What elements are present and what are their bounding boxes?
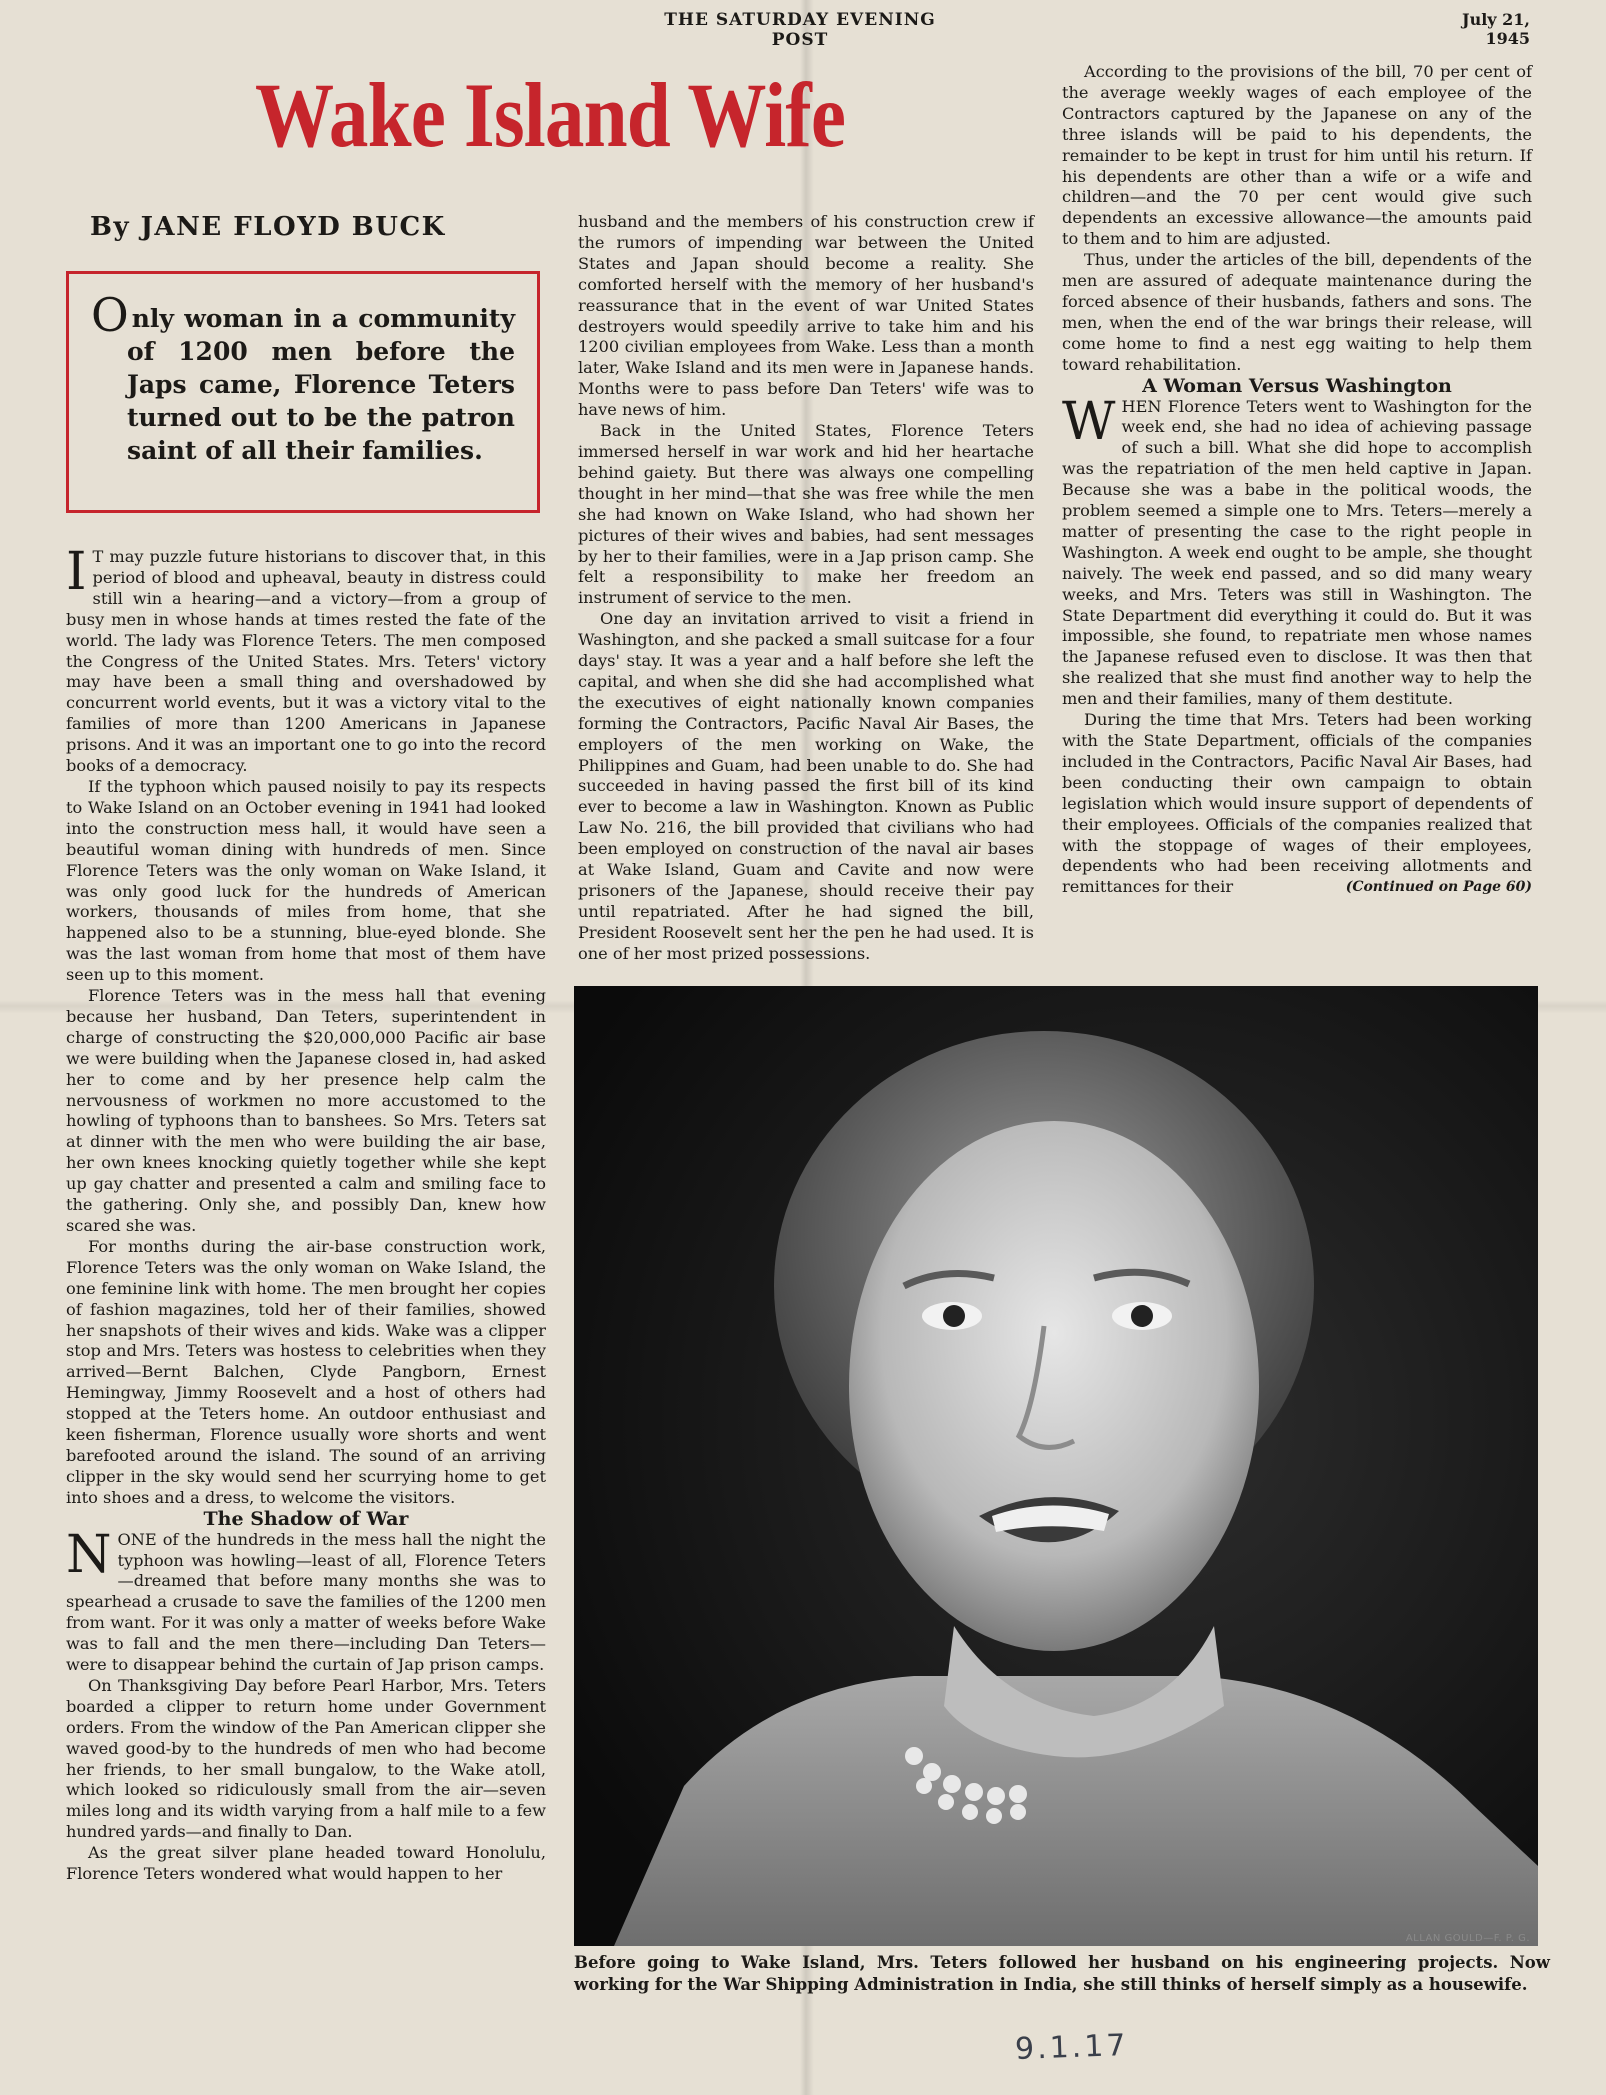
paragraph: Thus, under the articles of the bill, dependents of the men are assured of adequate maintenance during the forced absence of their husbands, fathers and sons. The men, when the end of the war brings their release, will come home to find a nest egg waiting to help them toward rehabilitation. <box>1062 250 1532 374</box>
paragraph: According to the provisions of the bill, 70 per cent of the average weekly wages of each employee of the Contractors captured by the Japanese on any of the three islands will be paid to his dependents, the remainder to be kept in trust for him until his return. If his dependents are other than a wife or a wife and children—and the 70 per cent would give such dependents an excessive allowance—the amounts paid to them and to him are adjusted. <box>1062 62 1532 249</box>
paragraph: If the typhoon which paused noisily to pay its respects to Wake Island on an October evening in 1941 had looked into the construction mess hall, it would have seen a beautiful woman dining with hundreds of men. Since Florence Teters was the only woman on Wake Island, it was only good luck for the hundreds of American workers, thousands of miles from home, that she happened also to be a stunning, blue-eyed blonde. She was the last woman from home that most of them have seen up to this moment. <box>66 776 546 985</box>
paragraph: One day an invitation arrived to visit a friend in Washington, and she packed a small suitcase for a four days' stay. It was a year and a half before she left the capital, and when she did she had accomplished what the executives of eight nationally known companies forming the Contractors, Pacific Naval Air Bases, the employers of the men working on Wake, the Philippines and Guam, had been unable to do. She had succeeded in having passed the first bill of its kind ever to become a law in Washington. Known as Public Law No. 216, the bill provided that civilians who had been employed on construction of the naval air bases at Wake Island, Guam and Cavite and now were prisoners of the Japanese, should receive their pay until repatriated. After he had signed the bill, President Roosevelt sent her the pen he had used. It is one of her most prized possessions. <box>578 609 1034 963</box>
deck-text: nly woman in a community of 1200 men before the Japs came, Florence Teters turned out to be the patron saint of all their families. <box>127 304 515 465</box>
paragraph-text: During the time that Mrs. Teters had been working with the State Department, officials of the companies included in the Contractors, Pacific Naval Air Bases, had been conducting their own campaign to obtain legislation which would insure support of dependents of their employees. Officials of the companies realized that with the stoppage of wages of their employees, dependents who had been receiving allotments and remittances for their <box>1062 710 1532 897</box>
column-3 <box>1062 62 1532 898</box>
paragraph: husband and the members of his construction crew if the rumors of impending war between the United States and Japan should become a reality. She comforted herself with the memory of her husband's reassurance that in the event of war United States destroyers would speedily arrive to take him and his 1200 civilian employees from Wake. Less than a month later, Wake Island and its men were in Japanese hands. Months were to pass before Dan Teters' wife was to have news of him. <box>578 212 1034 420</box>
portrait-image <box>574 986 1538 1946</box>
drop-cap: N <box>66 1524 112 1585</box>
continued-note: (Continued on Page 60) <box>1345 879 1532 896</box>
paragraph-text: ONE of the hundreds in the mess hall the night the typhoon was howling—least of all, Florence Teters—dreamed that before many months she was to spearhead a crusade to save the families of the 1200 men from want. For it was only a matter of weeks before Wake was to fall and the men there—including Dan Teters—were to disappear behind the curtain of Jap prison camps. <box>66 1529 546 1675</box>
column-2 <box>578 212 1034 965</box>
paragraph <box>1062 710 1532 898</box>
issue-date: July 21, 1945 <box>1462 10 1530 48</box>
paragraph: Back in the United States, Florence Teters immersed herself in war work and hid her heartache behind gaiety. But there was always one compelling thought in her mind—that she was free while the men she had known on Wake Island, who had shown her pictures of their wives and babies, had sent messages by her to their families, were in a Jap prison camp. She felt a responsibility to make her freedom an instrument of service to the men. <box>578 421 1034 608</box>
paragraph-text: HEN Florence Teters went to Washington for the week end, she had no idea of achieving passage of such a bill. What she did hope to accomplish was the repatriation of the men held captive in Japan. Because she was a babe in the political woods, the problem seemed a simple one to Mrs. Teters—merely a matter of presenting the case to the right people in Washington. A week end ought to be ample, she thought naively. The week end passed, and so did many weary weeks, and Mrs. Teters was still in Washington. The State Department did everything it could do. But it was impossible, she found, to repatriate men whose names the Japanese refused even to disclose. It was then that she realized that she must find another way to help the men and their families, many of them destitute. <box>1062 396 1532 709</box>
drop-cap: I <box>66 542 87 602</box>
byline: By JANE FLOYD BUCK <box>90 212 446 242</box>
handwritten-note: 9.1.17 <box>1014 2028 1129 2067</box>
paragraph-text: T may puzzle future historians to discover that, in this period of blood and upheaval, beauty in distress could still win a hearing—and a victory—from a group of busy men in whose hands at times rested the fate of the world. The lady was Florence Teters. The men composed the Congress of the United States. Mrs. Teters' victory may have been a small thing and overshadowed by concurrent world events, but it was a victory vital to the families of more than 1200 Americans in Japanese prisons. And it was an important one to go into the record books of a democracy. <box>66 547 546 776</box>
paragraph: For months during the air-base construction work, Florence Teters was the only woman on Wake Island, the one feminine link with home. The men brought her copies of fashion magazines, told her of their families, showed her snapshots of their wives and kids. Wake was a clipper stop and Mrs. Teters was hostess to celebrities when they arrived—Bernt Balchen, Clyde Pangborn, Ernest Hemingway, Jimmy Roosevelt and a host of others had stopped at the Teters home. An outdoor enthusiast and keen fisherman, Florence usually wore shorts and went barefooted around the island. The sound of an arriving clipper in the sky would send her scurrying home to get into shoes and a dress, to welcome the visitors. <box>66 1236 546 1507</box>
deck-initial: O <box>91 288 129 342</box>
paragraph <box>1062 391 1532 711</box>
article-title: Wake Island Wife <box>255 64 846 166</box>
photo-credit: ALLAN GOULD—F. P. G. <box>1405 1933 1530 1944</box>
portrait-photo <box>574 986 1538 1946</box>
paragraph: Florence Teters was in the mess hall that evening because her husband, Dan Teters, superintendent in charge of constructing the $20,000,000 Pacific air base we were building when the Japanese closed in, had asked her to come and by her presence help calm the nervousness of workmen no more accustomed to the howling of typhoons than to banshees. So Mrs. Teters sat at dinner with the men who were building the air base, her own knees knocking quietly together while she kept up gay chatter and presented a calm and smiling face to the gathering. Only she, and possibly Dan, knew how scared she was. <box>66 986 546 1235</box>
paragraph: On Thanksgiving Day before Pearl Harbor, Mrs. Teters boarded a clipper to return home under Government orders. From the window of the Pan American clipper she waved good-by to the hundreds of men who had become her friends, to her small bungalow, to the Wake atoll, which looked so ridiculously small from the air—seven miles long and its width varying from a half mile to a few hundred yards—and finally to Dan. <box>66 1675 546 1842</box>
subhead: The Shadow of War <box>203 1507 409 1530</box>
article-deck <box>66 271 540 513</box>
masthead: THE SATURDAY EVENING POST <box>664 10 936 50</box>
subhead: A Woman Versus Washington <box>1142 374 1452 397</box>
paragraph <box>66 1524 546 1676</box>
photo-caption: Before going to Wake Island, Mrs. Teters followed her husband on his engineering projects. Now working for the War Shipping Administration in India, she still thinks of herself simply as a housewife. <box>574 1953 1550 1994</box>
paragraph: As the great silver plane headed toward Honolulu, Florence Teters wondered what would happen to her <box>66 1843 546 1884</box>
paragraph <box>66 542 546 777</box>
drop-cap: W <box>1062 391 1116 452</box>
column-1 <box>66 542 546 1885</box>
